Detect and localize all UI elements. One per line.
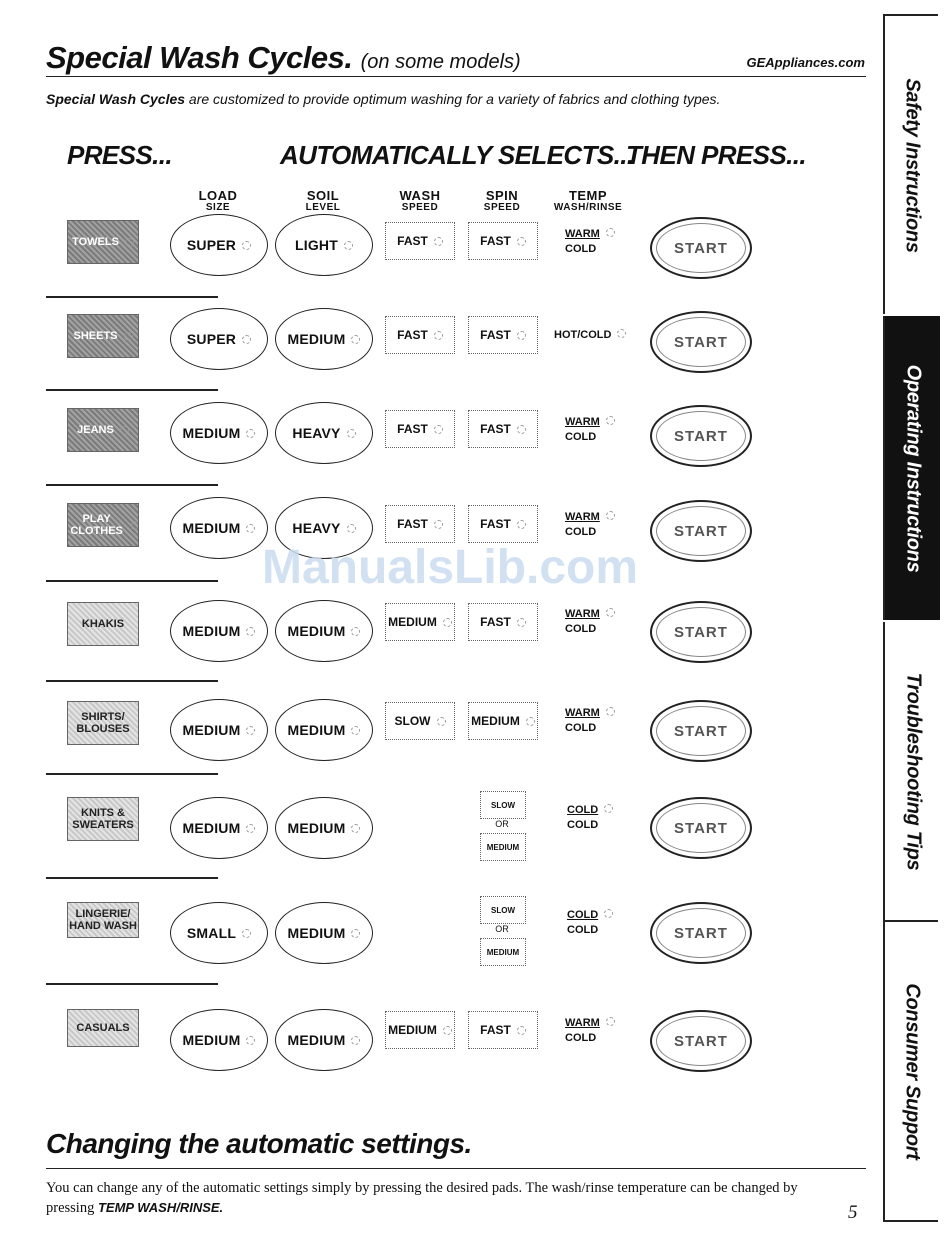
cycle-row-lingerie-hand-wash [0, 902, 880, 1000]
jeans-cycle-button[interactable]: JEANS [67, 408, 139, 452]
subhead-temp: TEMP WASH/RINSE [553, 188, 623, 213]
play-clothes-cycle-button[interactable]: PLAY CLOTHES [67, 503, 139, 547]
tab-operating-instructions[interactable]: Operating Instructions [883, 316, 940, 620]
row-divider [46, 484, 218, 486]
soil-level-pad[interactable]: MEDIUM [275, 902, 373, 964]
cycle-row-khakis [0, 600, 880, 698]
header-rule [46, 76, 866, 77]
start-button[interactable]: START [650, 700, 752, 762]
intro-bold: Special Wash Cycles [46, 91, 186, 107]
temp-pad[interactable]: WARM COLD [565, 1016, 645, 1046]
footer-rule [46, 1168, 866, 1169]
start-button[interactable]: START [650, 405, 752, 467]
cycle-row-casuals [0, 1009, 880, 1107]
wash-speed-pad[interactable]: MEDIUM [385, 603, 455, 641]
spin-medium-pad[interactable]: MEDIUM [480, 833, 526, 861]
soil-level-pad[interactable]: LIGHT [275, 214, 373, 276]
row-divider [46, 296, 218, 298]
spin-speed-pad[interactable]: FAST [468, 603, 538, 641]
page-number: 5 [848, 1202, 858, 1223]
soil-level-pad[interactable]: MEDIUM [275, 699, 373, 761]
website-url: GEAppliances.com [746, 55, 865, 70]
wash-speed-pad[interactable]: FAST [385, 316, 455, 354]
soil-level-pad[interactable]: MEDIUM [275, 600, 373, 662]
row-divider [46, 389, 218, 391]
cycle-row-sheets [0, 308, 880, 406]
temp-wash-rinse-ref: TEMP WASH/RINSE. [97, 1200, 224, 1215]
load-size-pad[interactable]: SUPER [170, 308, 268, 370]
temp-pad[interactable]: HOT/COLD [554, 328, 634, 343]
temp-pad[interactable]: WARM COLD [565, 706, 645, 736]
start-button[interactable]: START [650, 500, 752, 562]
sheets-cycle-button[interactable]: SHEETS [67, 314, 139, 358]
casuals-cycle-button[interactable]: CASUALS [67, 1009, 139, 1047]
load-size-pad[interactable]: MEDIUM [170, 402, 268, 464]
spin-speed-pad[interactable]: FAST [468, 505, 538, 543]
load-size-pad[interactable]: MEDIUM [170, 600, 268, 662]
page-title-note: (on some models) [360, 51, 521, 73]
wash-speed-pad[interactable]: FAST [385, 505, 455, 543]
or-label: OR [495, 819, 509, 829]
auto-selects-heading: AUTOMATICALLY SELECTS... [280, 140, 634, 170]
spin-speed-pad[interactable]: FAST [468, 222, 538, 260]
temp-pad[interactable]: WARM COLD [565, 607, 645, 637]
shirts-blouses-cycle-button[interactable]: SHIRTS/ BLOUSES [67, 701, 139, 745]
intro-rest: are customized to provide optimum washing for a variety of fabrics and clothing types. [185, 91, 721, 107]
intro-text [46, 91, 720, 107]
start-button[interactable]: START [650, 311, 752, 373]
soil-level-pad[interactable]: MEDIUM [275, 308, 373, 370]
then-press-heading: THEN PRESS... [626, 140, 807, 170]
start-button[interactable]: START [650, 1010, 752, 1072]
towels-cycle-button[interactable]: TOWELS [67, 220, 139, 264]
row-divider [46, 580, 218, 582]
spin-speed-pad[interactable]: MEDIUM [468, 702, 538, 740]
spin-speed-pad[interactable]: FAST [468, 316, 538, 354]
row-divider [46, 877, 218, 879]
cycle-row-shirts-blouses [0, 699, 880, 797]
soil-level-pad[interactable]: HEAVY [275, 402, 373, 464]
temp-pad[interactable]: WARM COLD [565, 510, 645, 540]
tab-troubleshooting-tips[interactable]: Troubleshooting Tips [883, 622, 940, 920]
section-heading: Changing the automatic settings. [46, 1128, 472, 1159]
body-paragraph: You can change any of the automatic settings simply by pressing the desired pads. The wash/rinse temperature can be changed by pressing TEMP WASH/RINSE. [46, 1180, 798, 1216]
or-label: OR [495, 924, 509, 934]
start-button[interactable]: START [650, 217, 752, 279]
row-divider [46, 773, 218, 775]
load-size-pad[interactable]: SUPER [170, 214, 268, 276]
start-button[interactable]: START [650, 601, 752, 663]
start-button[interactable]: START [650, 902, 752, 964]
temp-pad[interactable]: COLD COLD [567, 803, 647, 833]
wash-speed-pad[interactable]: FAST [385, 222, 455, 260]
tab-border [883, 1220, 938, 1222]
temp-pad[interactable]: WARM COLD [565, 227, 645, 257]
load-size-pad[interactable]: MEDIUM [170, 797, 268, 859]
subhead-wash-speed: WASH SPEED [399, 188, 441, 213]
tab-safety-instructions[interactable]: Safety Instructions [883, 16, 940, 314]
subhead-spin-speed: SPIN SPEED [483, 188, 521, 213]
tab-consumer-support[interactable]: Consumer Support [883, 922, 940, 1220]
soil-level-pad[interactable]: MEDIUM [275, 1009, 373, 1071]
spin-speed-pad[interactable]: FAST [468, 1011, 538, 1049]
temp-pad[interactable]: COLD COLD [567, 908, 647, 938]
press-heading: PRESS... [67, 140, 173, 170]
load-size-pad[interactable]: MEDIUM [170, 699, 268, 761]
load-size-pad[interactable]: MEDIUM [170, 497, 268, 559]
soil-level-pad[interactable]: HEAVY [275, 497, 373, 559]
page-title: Special Wash Cycles. (on some models) [46, 40, 521, 75]
start-button[interactable]: START [650, 797, 752, 859]
cycle-row-knits-sweaters [0, 797, 880, 895]
row-divider [46, 983, 218, 985]
spin-slow-pad[interactable]: SLOW [480, 791, 526, 819]
wash-speed-pad[interactable]: MEDIUM [385, 1011, 455, 1049]
wash-speed-pad[interactable]: FAST [385, 410, 455, 448]
wash-speed-pad[interactable]: SLOW [385, 702, 455, 740]
knits-sweaters-cycle-button[interactable]: KNITS & SWEATERS [67, 797, 139, 841]
subhead-load-size: LOAD SIZE [198, 188, 238, 213]
row-divider [46, 680, 218, 682]
soil-level-pad[interactable]: MEDIUM [275, 797, 373, 859]
spin-slow-pad[interactable]: SLOW [480, 896, 526, 924]
watermark: ManualsLib.com [262, 541, 639, 594]
spin-medium-pad[interactable]: MEDIUM [480, 938, 526, 966]
spin-speed-pad[interactable]: FAST [468, 410, 538, 448]
khakis-cycle-button[interactable]: KHAKIS [67, 602, 139, 646]
lingerie-hand-wash-cycle-button[interactable]: LINGERIE/ HAND WASH [67, 902, 139, 938]
load-size-pad[interactable]: SMALL [170, 902, 268, 964]
load-size-pad[interactable]: MEDIUM [170, 1009, 268, 1071]
temp-pad[interactable]: WARM COLD [565, 415, 645, 445]
subhead-soil-level: SOIL LEVEL [305, 188, 341, 213]
